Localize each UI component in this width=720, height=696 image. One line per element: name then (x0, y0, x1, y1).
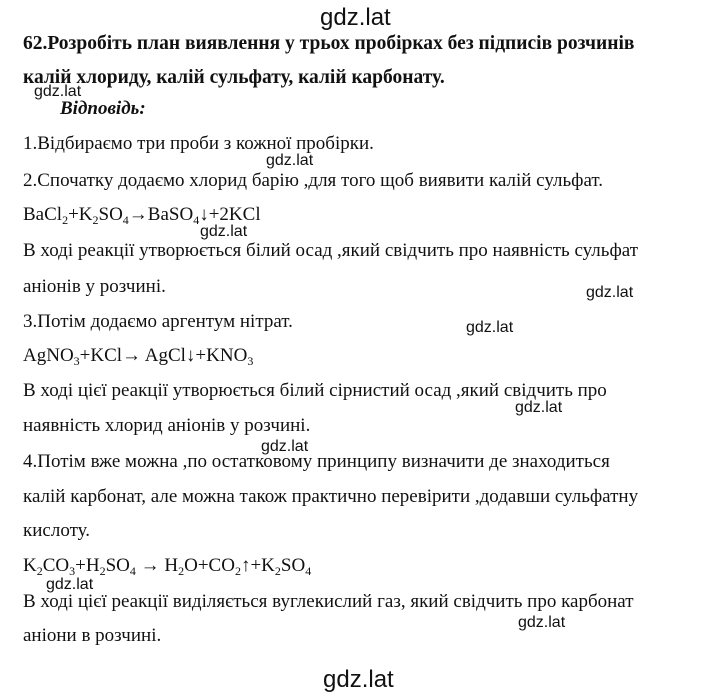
step-3: 3.Потім додаємо аргентум нітрат. (23, 311, 293, 332)
watermark: gdz.lat (46, 576, 94, 593)
watermark: gdz.lat (518, 614, 566, 631)
step-2: 2.Спочатку додаємо хлорид барію ,для того щоб виявити калій сульфат. (23, 170, 604, 191)
step-1: 1.Відбираємо три проби з кожної пробірки. (23, 133, 374, 154)
watermark: gdz.lat (586, 284, 634, 301)
watermark: gdz.lat (200, 223, 248, 240)
watermark: gdz.lat (515, 399, 563, 416)
step-4-explanation-line-2: аніони в розчині. (23, 625, 162, 646)
watermark: gdz.lat (34, 83, 82, 100)
step-4-line-3: кислоту. (23, 520, 90, 541)
step-4-line-1: 4.Потім вже можна ,по остатковому принципу визначити де знаходиться (23, 451, 610, 472)
watermark: gdz.lat (266, 152, 314, 169)
step-4-explanation-line-1: В ході цієї реакції виділяється вуглекислий газ, який свідчить про карбонат (23, 591, 634, 612)
answer-heading: Відповідь: (60, 98, 146, 119)
step-2-explanation-line-1: В ході реакції утворюється білий осад ,який свідчить про наявність сульфат (23, 240, 639, 261)
equation-1: $BaCl_2+K_2SO_4\to BaSO_4↓+2KCl$ (23, 204, 261, 227)
equation-3: $K_2CO_3+H_2SO_4$ → $H_2O+CO_2↑+K_2SO_4$ (23, 555, 312, 578)
step-3-explanation-line-1: В ході цієї реакції утворюється білий сірнистий осад ,який свідчить про (23, 380, 607, 401)
watermark-top: gdz.lat (320, 4, 391, 31)
equation-2: AgNO$_3$+KCl→ $AgCl↓+KNO_3$ (23, 345, 254, 368)
step-3-explanation-line-2: наявність хлорид аніонів у розчині. (23, 415, 311, 436)
watermark: gdz.lat (466, 319, 514, 336)
task-title-line-2: калій хлориду, калій сульфату, калій карбонату. (23, 67, 445, 88)
watermark: gdz.lat (261, 438, 309, 455)
watermark-bottom: gdz.lat (323, 666, 394, 693)
step-2-explanation-line-2: аніонів у розчині. (23, 276, 166, 297)
task-title-line-1: 62.Розробіть план виявлення у трьох пробірках без підписів розчинів (23, 33, 635, 54)
step-4-line-2: калій карбонат, але можна також практично перевірити ,додавши сульфатну (23, 486, 639, 507)
